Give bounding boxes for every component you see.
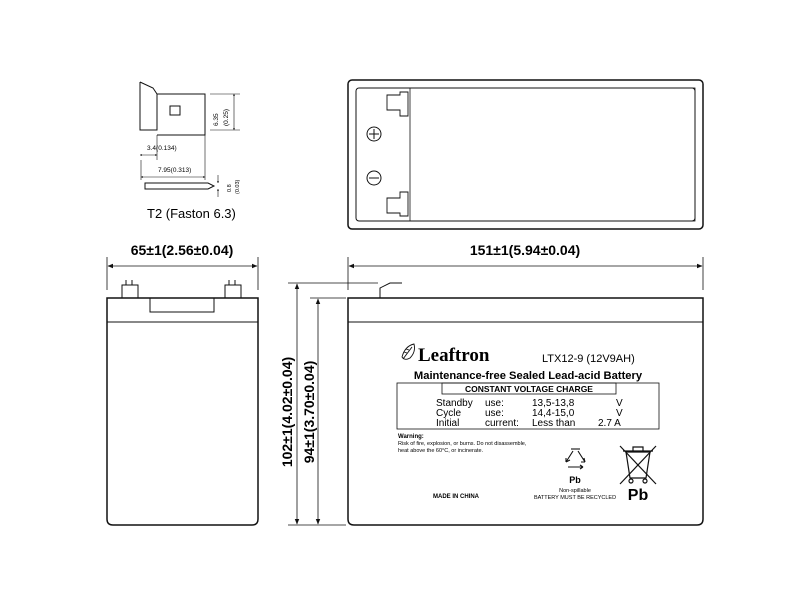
model-label: LTX12-9 (12V9AH) xyxy=(542,353,635,365)
charge-row-name: Standby xyxy=(436,398,473,409)
brand-name: Leaftron xyxy=(418,345,490,366)
charge-row-value: 13,5-13,8 xyxy=(532,398,575,409)
crossed-bin-icon xyxy=(620,446,656,484)
front-view xyxy=(348,283,703,525)
charge-row-unit: V xyxy=(616,408,623,419)
terminal-detail xyxy=(140,82,240,197)
charge-row-kind: use: xyxy=(485,398,504,409)
charge-row-unit: V xyxy=(616,398,623,409)
total-height-dimension: 102±1(4.02±0.04) xyxy=(279,356,295,468)
side-terminal-left xyxy=(122,285,138,298)
recycle-symbol: Pb xyxy=(569,475,581,485)
warning-line-2: heat above the 60°C, or incinerate. xyxy=(398,448,484,454)
charge-row-unit: 2.7 A xyxy=(598,418,621,429)
terminal-length-dim: 7.95(0.313) xyxy=(158,167,192,174)
plus-icon xyxy=(367,127,381,141)
length-dimension-lines xyxy=(348,257,703,290)
terminal-blade-outline xyxy=(157,94,205,135)
warning-line-1: Risk of fire, explosion, or burns. Do not disassemble, xyxy=(398,441,527,447)
top-terminal-lower xyxy=(387,192,408,216)
terminal-thick-dim: 0.8 xyxy=(227,184,233,192)
side-view-handle xyxy=(150,298,214,312)
non-spillable-text: Non-spillable xyxy=(559,488,591,494)
top-terminal-upper xyxy=(387,92,408,116)
case-height-dimension: 94±1(3.70±0.04) xyxy=(301,360,317,464)
top-view xyxy=(348,80,703,229)
charge-row-name: Initial xyxy=(436,418,460,429)
charge-row-value: 14,4-15,0 xyxy=(532,408,575,419)
top-view-lid-panel xyxy=(410,88,695,221)
side-view-case xyxy=(107,298,258,525)
terminal-hole xyxy=(170,106,180,115)
minus-icon xyxy=(367,171,381,185)
terminal-height-dim-in: (0.25) xyxy=(223,109,230,126)
charge-row-name: Cycle xyxy=(436,408,462,419)
charge-header: CONSTANT VOLTAGE CHARGE xyxy=(465,384,593,394)
side-view xyxy=(107,280,258,525)
charge-row-value: Less than xyxy=(532,418,576,429)
warning-title: Warning: xyxy=(398,434,424,440)
top-view-inner xyxy=(356,88,695,221)
made-in: MADE IN CHINA xyxy=(433,494,479,500)
recycle-icon xyxy=(566,449,585,469)
terminal-caption: T2 (Faston 6.3) xyxy=(147,206,236,221)
terminal-width-dim: 3.4(0.134) xyxy=(147,145,177,152)
top-view-outer xyxy=(348,80,703,229)
terminal-body-outline xyxy=(140,82,157,130)
side-terminal-right xyxy=(225,285,241,298)
terminal-side-view xyxy=(145,183,214,189)
terminal-thick-dim-in: (0.03) xyxy=(235,179,241,194)
terminal-height-dim: 6.35 xyxy=(213,113,220,126)
bin-symbol: Pb xyxy=(627,487,649,504)
charge-row-kind: current: xyxy=(485,418,519,429)
front-terminal xyxy=(380,283,402,298)
length-dimension: 151±1(5.94±0.04) xyxy=(469,242,581,258)
leaf-logo-icon xyxy=(402,344,415,359)
battery-title: Maintenance-free Sealed Lead-acid Battery xyxy=(413,370,643,382)
charge-row-kind: use: xyxy=(485,408,504,419)
recycle-text: BATTERY MUST BE RECYCLED xyxy=(533,495,617,501)
front-view-case xyxy=(348,298,703,525)
width-dimension: 65±1(2.56±0.04) xyxy=(130,242,234,258)
